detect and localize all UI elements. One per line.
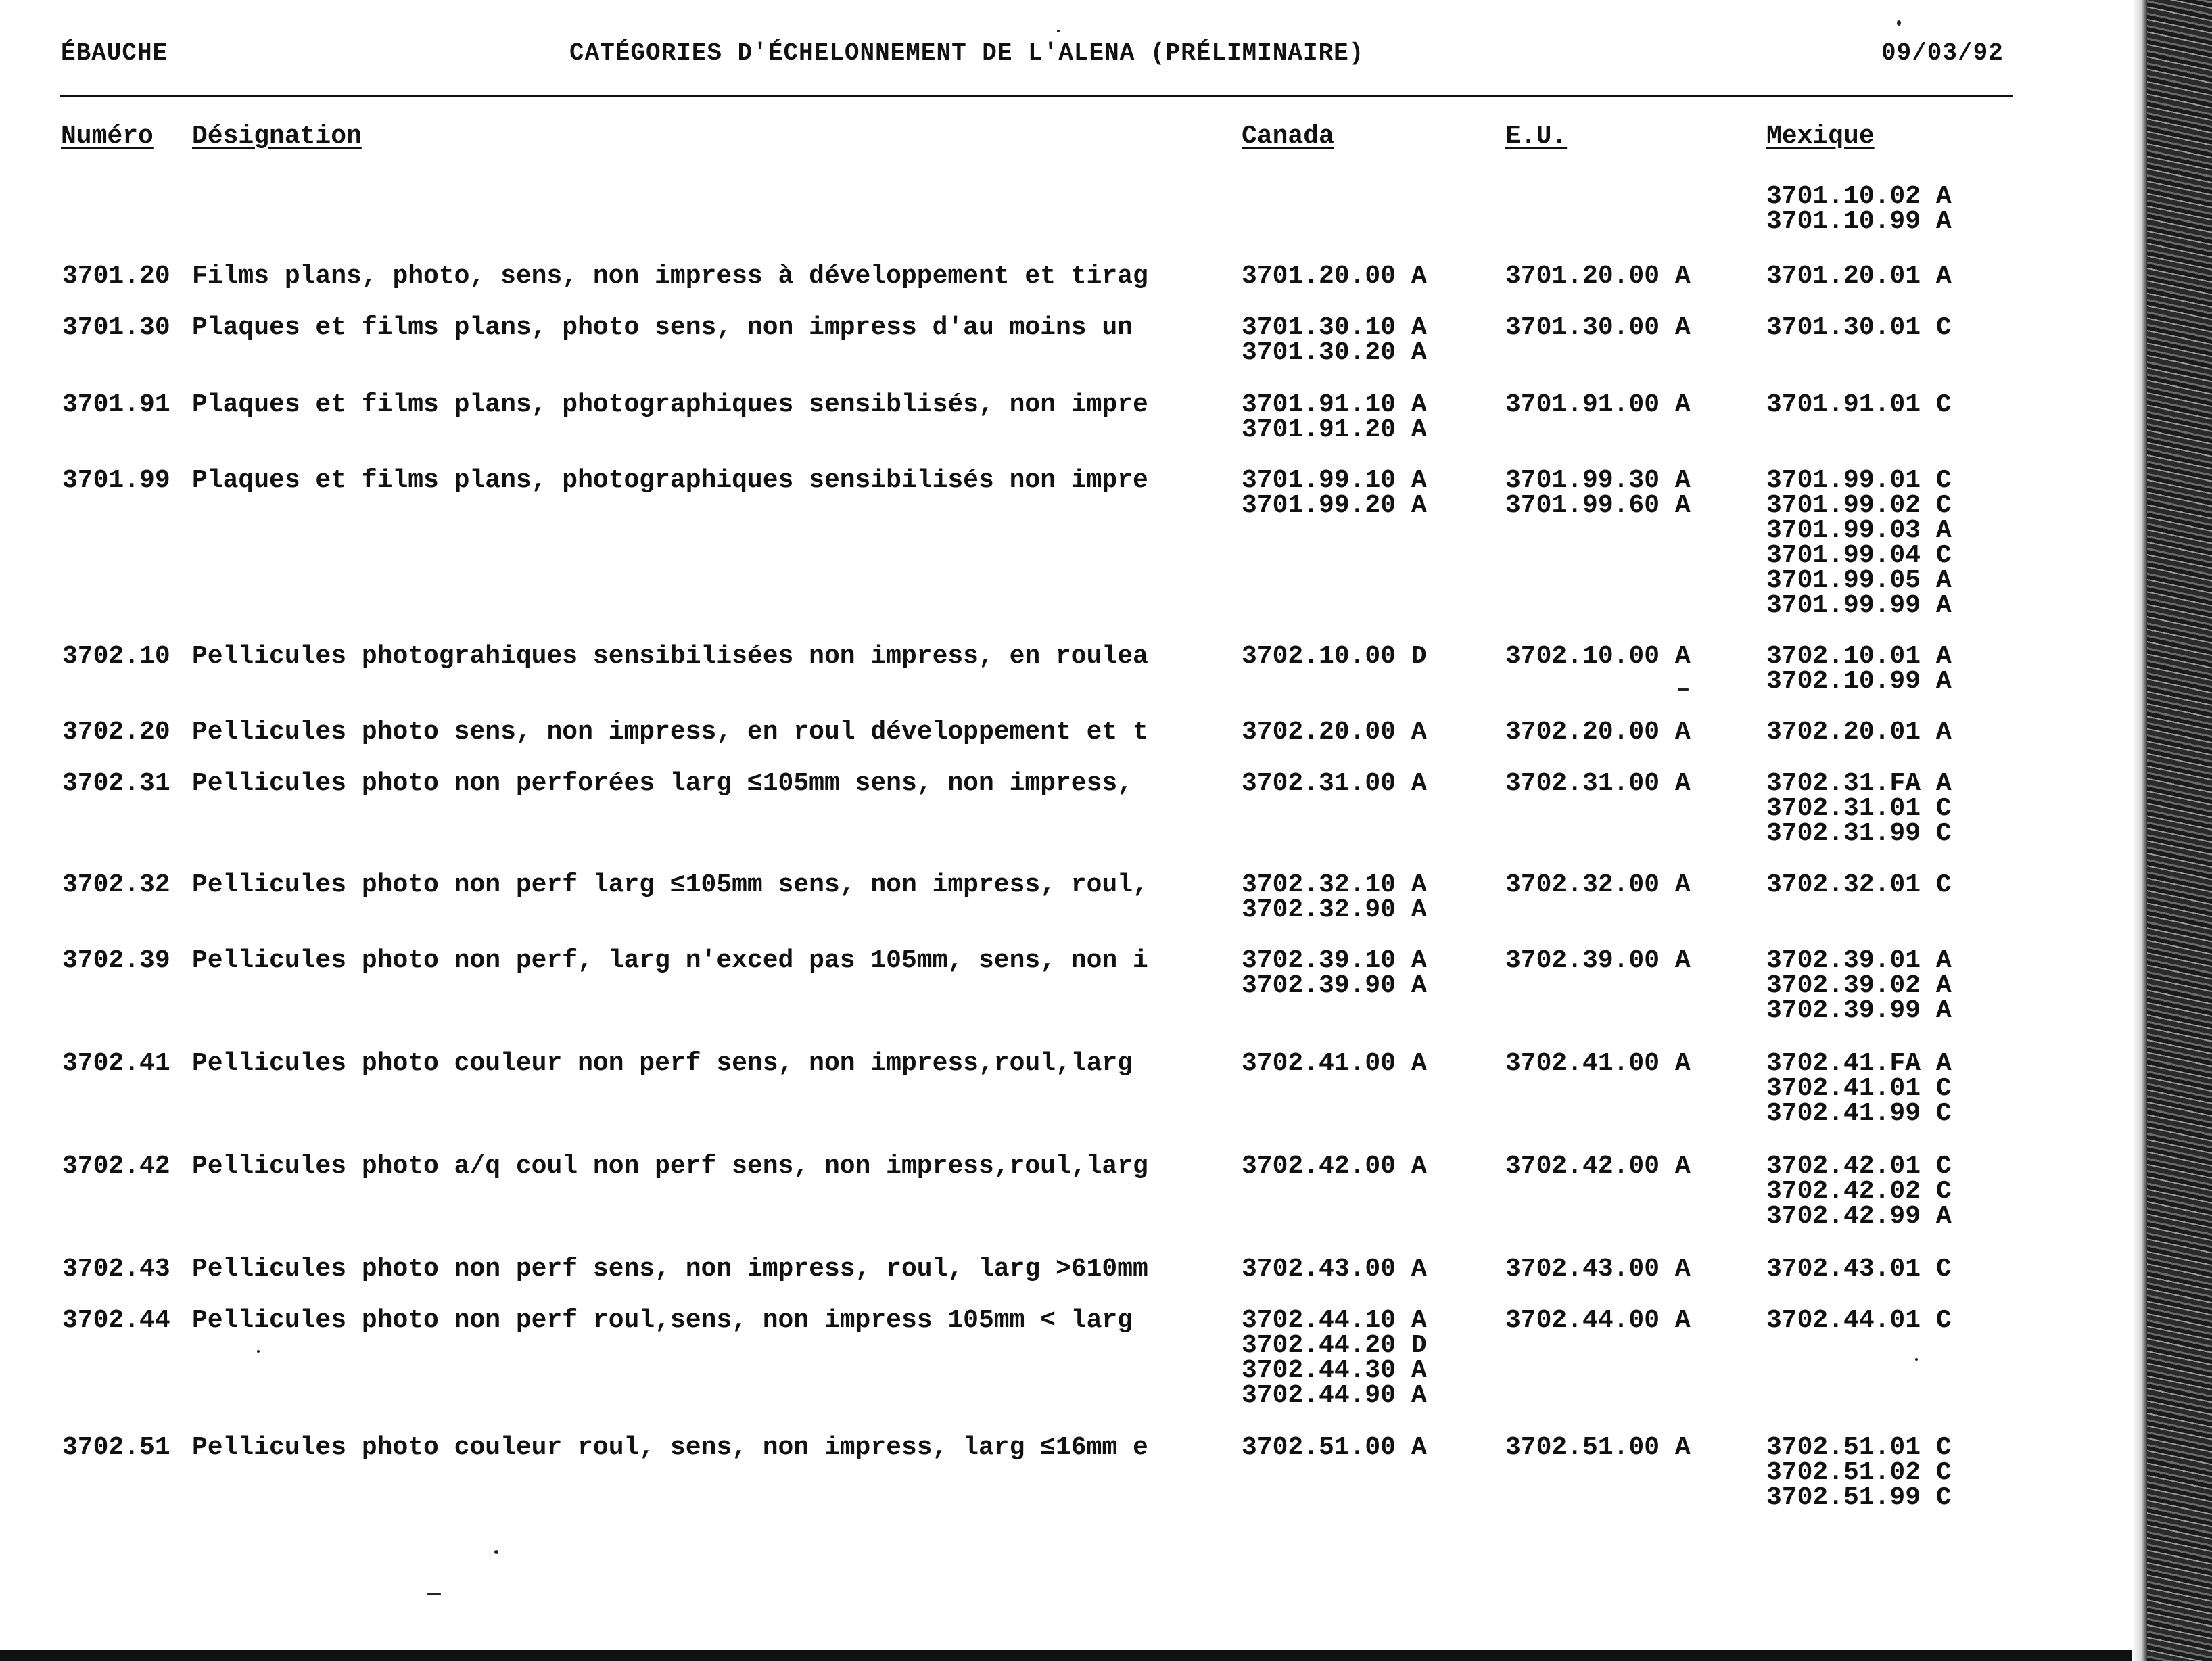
canada-code: 3702.41.00 A xyxy=(1242,1049,1427,1078)
eu-code: 3702.41.00 A xyxy=(1505,1049,1691,1078)
eu-code: 3702.31.00 A xyxy=(1505,769,1691,798)
canada-code: 3701.91.20 A xyxy=(1242,415,1427,444)
column-header-designation: Désignation xyxy=(192,122,362,151)
mexique-code: 3701.91.01 C xyxy=(1766,390,1952,419)
tariff-number: 3702.44 xyxy=(62,1306,170,1335)
canada-code: 3702.10.00 D xyxy=(1242,642,1427,671)
canada-code: 3701.30.20 A xyxy=(1242,338,1427,367)
scan-speck xyxy=(1678,688,1689,691)
mexique-codes xyxy=(1766,1257,2023,1282)
scan-speck xyxy=(494,1550,498,1554)
tariff-number: 3702.51 xyxy=(62,1433,170,1462)
canada-code: 3702.31.00 A xyxy=(1242,769,1427,798)
mexique-codes xyxy=(1766,1435,2023,1510)
scan-speck xyxy=(1897,20,1901,26)
eu-codes xyxy=(1505,771,1762,796)
canada-code: 3702.44.90 A xyxy=(1242,1381,1427,1410)
eu-codes xyxy=(1505,1435,1762,1460)
mexique-code: 3702.31.99 C xyxy=(1766,819,1952,848)
mexique-code: 3702.41.FA A xyxy=(1766,1049,1952,1078)
tariff-number: 3702.32 xyxy=(62,870,170,899)
canada-code: 3701.30.10 A xyxy=(1242,313,1427,342)
tariff-number: 3702.31 xyxy=(62,769,170,798)
eu-codes xyxy=(1505,1257,1762,1282)
canada-code: 3702.39.90 A xyxy=(1242,971,1427,1000)
mexique-codes xyxy=(1766,644,2023,694)
tariff-number: 3702.39 xyxy=(62,946,170,975)
mexique-code: 3701.99.01 C xyxy=(1766,466,1952,495)
canada-codes xyxy=(1242,264,1499,289)
column-header-canada: Canada xyxy=(1242,122,1334,151)
designation-text: Pellicules photo non perforées larg ≤105mm sens, non impress, xyxy=(192,771,1133,796)
mexique-code: 3702.41.01 C xyxy=(1766,1074,1952,1103)
document-date: 09/03/92 xyxy=(1881,39,2004,67)
eu-codes xyxy=(1505,468,1762,518)
canada-code: 3701.99.20 A xyxy=(1242,491,1427,520)
designation-text: Pellicules photo non perf, larg n'exced pas 105mm, sens, non i xyxy=(192,948,1148,973)
eu-code: 3702.10.00 A xyxy=(1505,642,1691,671)
designation-text: Pellicules photo non perf larg ≤105mm sens, non impress, roul, xyxy=(192,872,1148,897)
canada-code: 3702.20.00 A xyxy=(1242,718,1427,747)
canada-codes xyxy=(1242,644,1499,669)
mexique-code: 3702.42.01 C xyxy=(1766,1152,1952,1181)
canada-codes xyxy=(1242,1435,1499,1460)
mexique-code: 3701.10.99 A xyxy=(1766,207,1952,236)
designation-text: Pellicules photo a/q coul non perf sens, non impress,roul,larg xyxy=(192,1154,1148,1179)
mexique-code: 3701.99.03 A xyxy=(1766,516,1952,545)
mexique-code: 3702.41.99 C xyxy=(1766,1099,1952,1128)
mexique-code: 3702.10.01 A xyxy=(1766,642,1952,671)
page-header xyxy=(0,39,2096,73)
eu-codes xyxy=(1505,644,1762,669)
designation-text: Pellicules photo couleur non perf sens, non impress,roul,larg xyxy=(192,1051,1133,1076)
mexique-codes xyxy=(1766,468,2023,618)
mexique-code: 3701.99.02 C xyxy=(1766,491,1952,520)
eu-codes xyxy=(1505,1154,1762,1179)
eu-code: 3702.43.00 A xyxy=(1505,1255,1691,1284)
designation-text: Pellicules photo non perf roul,sens, non impress 105mm < larg xyxy=(192,1308,1133,1333)
canada-codes xyxy=(1242,392,1499,442)
mexique-code: 3702.42.99 A xyxy=(1766,1202,1952,1231)
canada-code: 3702.44.30 A xyxy=(1242,1356,1427,1385)
scan-right-edge xyxy=(2144,0,2212,1661)
header-rule xyxy=(60,95,2013,97)
eu-codes xyxy=(1505,720,1762,745)
mexique-code: 3702.10.99 A xyxy=(1766,667,1952,696)
mexique-code: 3702.44.01 C xyxy=(1766,1306,1952,1335)
canada-codes xyxy=(1242,1257,1499,1282)
canada-codes xyxy=(1242,1154,1499,1179)
designation-text: Plaques et films plans, photographiques sensibilisés non impre xyxy=(192,468,1148,493)
tariff-number: 3702.42 xyxy=(62,1152,170,1181)
mexique-codes xyxy=(1766,1154,2023,1229)
canada-code: 3702.32.10 A xyxy=(1242,870,1427,899)
page-title: CATÉGORIES D'ÉCHELONNEMENT DE L'ALENA (PRÉLIMINAIRE) xyxy=(569,39,1365,67)
mexique-codes xyxy=(1766,771,2023,846)
tariff-number: 3702.41 xyxy=(62,1049,170,1078)
canada-code: 3701.20.00 A xyxy=(1242,262,1427,291)
mexique-code: 3702.32.01 C xyxy=(1766,870,1952,899)
canada-codes xyxy=(1242,468,1499,518)
mexique-code: 3702.39.02 A xyxy=(1766,971,1952,1000)
eu-code: 3702.32.00 A xyxy=(1505,870,1691,899)
mexique-codes xyxy=(1766,392,2023,417)
mexique-codes xyxy=(1766,1051,2023,1126)
scan-bottom-edge xyxy=(0,1650,2137,1661)
mexique-code: 3702.51.02 C xyxy=(1766,1458,1952,1487)
mexique-code: 3701.99.99 A xyxy=(1766,591,1952,620)
tariff-number: 3702.43 xyxy=(62,1255,170,1284)
designation-text: Pellicules photo couleur roul, sens, non impress, larg ≤16mm e xyxy=(192,1435,1148,1460)
mexique-code: 3702.39.01 A xyxy=(1766,946,1952,975)
eu-codes xyxy=(1505,392,1762,417)
eu-code: 3701.20.00 A xyxy=(1505,262,1691,291)
eu-codes xyxy=(1505,315,1762,340)
tariff-number: 3701.99 xyxy=(62,466,170,495)
canada-code: 3701.91.10 A xyxy=(1242,390,1427,419)
scan-speck xyxy=(1057,30,1060,32)
eu-codes xyxy=(1505,872,1762,897)
eu-code: 3701.99.30 A xyxy=(1505,466,1691,495)
mexique-code: 3701.10.02 A xyxy=(1766,182,1952,211)
eu-code: 3701.91.00 A xyxy=(1505,390,1691,419)
canada-codes xyxy=(1242,720,1499,745)
canada-code: 3702.51.00 A xyxy=(1242,1433,1427,1462)
designation-text: Pellicules photo sens, non impress, en roul développement et t xyxy=(192,720,1148,745)
mexique-code: 3702.43.01 C xyxy=(1766,1255,1952,1284)
mexique-code: 3702.31.FA A xyxy=(1766,769,1952,798)
designation-text: Plaques et films plans, photo sens, non impress d'au moins un xyxy=(192,315,1133,340)
canada-codes xyxy=(1242,771,1499,796)
column-header-numero: Numéro xyxy=(61,122,154,151)
designation-text: Plaques et films plans, photographiques sensiblisés, non impre xyxy=(192,392,1148,417)
mexique-code: 3701.99.05 A xyxy=(1766,566,1952,595)
column-header-mexique: Mexique xyxy=(1766,122,1875,151)
scan-speck xyxy=(257,1350,260,1353)
canada-codes xyxy=(1242,870,1499,925)
canada-code: 3702.32.90 A xyxy=(1242,895,1427,925)
designation-text: Pellicules photo non perf sens, non impress, roul, larg >610mm xyxy=(192,1257,1148,1282)
canada-codes xyxy=(1242,1308,1499,1408)
mexique-codes xyxy=(1766,315,2023,340)
canada-code: 3702.42.00 A xyxy=(1242,1152,1427,1181)
tariff-number: 3701.30 xyxy=(62,313,170,342)
eu-code: 3702.51.00 A xyxy=(1505,1433,1691,1462)
mexique-codes xyxy=(1766,872,2023,897)
eu-code: 3702.20.00 A xyxy=(1505,718,1691,747)
eu-codes xyxy=(1505,1051,1762,1076)
mexique-codes xyxy=(1766,184,2023,234)
eu-code: 3702.44.00 A xyxy=(1505,1306,1691,1335)
canada-code: 3701.99.10 A xyxy=(1242,466,1427,495)
eu-codes xyxy=(1505,948,1762,973)
canada-codes xyxy=(1242,1051,1499,1076)
mexique-code: 3702.42.02 C xyxy=(1766,1177,1952,1206)
mexique-code: 3701.99.04 C xyxy=(1766,541,1952,570)
tariff-number: 3702.10 xyxy=(62,642,170,671)
mexique-code: 3702.31.01 C xyxy=(1766,794,1952,823)
mexique-code: 3702.20.01 A xyxy=(1766,718,1952,747)
eu-code: 3702.39.00 A xyxy=(1505,946,1691,975)
eu-code: 3701.30.00 A xyxy=(1505,313,1691,342)
mexique-code: 3702.39.99 A xyxy=(1766,996,1952,1025)
tariff-number: 3702.20 xyxy=(62,718,170,747)
draft-label: ÉBAUCHE xyxy=(61,39,168,67)
column-header-eu: E.U. xyxy=(1505,122,1568,151)
canada-code: 3702.43.00 A xyxy=(1242,1255,1427,1284)
eu-code: 3702.42.00 A xyxy=(1505,1152,1691,1181)
designation-text: Films plans, photo, sens, non impress à développement et tirag xyxy=(192,264,1148,289)
scan-speck xyxy=(1915,1358,1918,1361)
mexique-code: 3702.51.99 C xyxy=(1766,1483,1952,1512)
canada-code: 3702.44.10 A xyxy=(1242,1306,1427,1335)
canada-codes xyxy=(1242,315,1499,365)
eu-code: 3701.99.60 A xyxy=(1505,491,1691,520)
mexique-code: 3701.30.01 C xyxy=(1766,313,1952,342)
scan-speck xyxy=(427,1593,441,1595)
tariff-number: 3701.20 xyxy=(62,262,170,291)
canada-codes xyxy=(1242,948,1499,998)
canada-code: 3702.44.20 D xyxy=(1242,1331,1427,1360)
mexique-code: 3702.51.01 C xyxy=(1766,1433,1952,1462)
mexique-codes xyxy=(1766,948,2023,1023)
mexique-code: 3701.20.01 A xyxy=(1766,262,1952,291)
mexique-codes xyxy=(1766,1308,2023,1333)
eu-codes xyxy=(1505,1308,1762,1333)
tariff-number: 3701.91 xyxy=(62,390,170,419)
mexique-codes xyxy=(1766,264,2023,289)
eu-codes xyxy=(1505,264,1762,289)
mexique-codes xyxy=(1766,720,2023,745)
canada-code: 3702.39.10 A xyxy=(1242,946,1427,975)
designation-text: Pellicules photograhiques sensibilisées non impress, en roulea xyxy=(192,644,1148,669)
